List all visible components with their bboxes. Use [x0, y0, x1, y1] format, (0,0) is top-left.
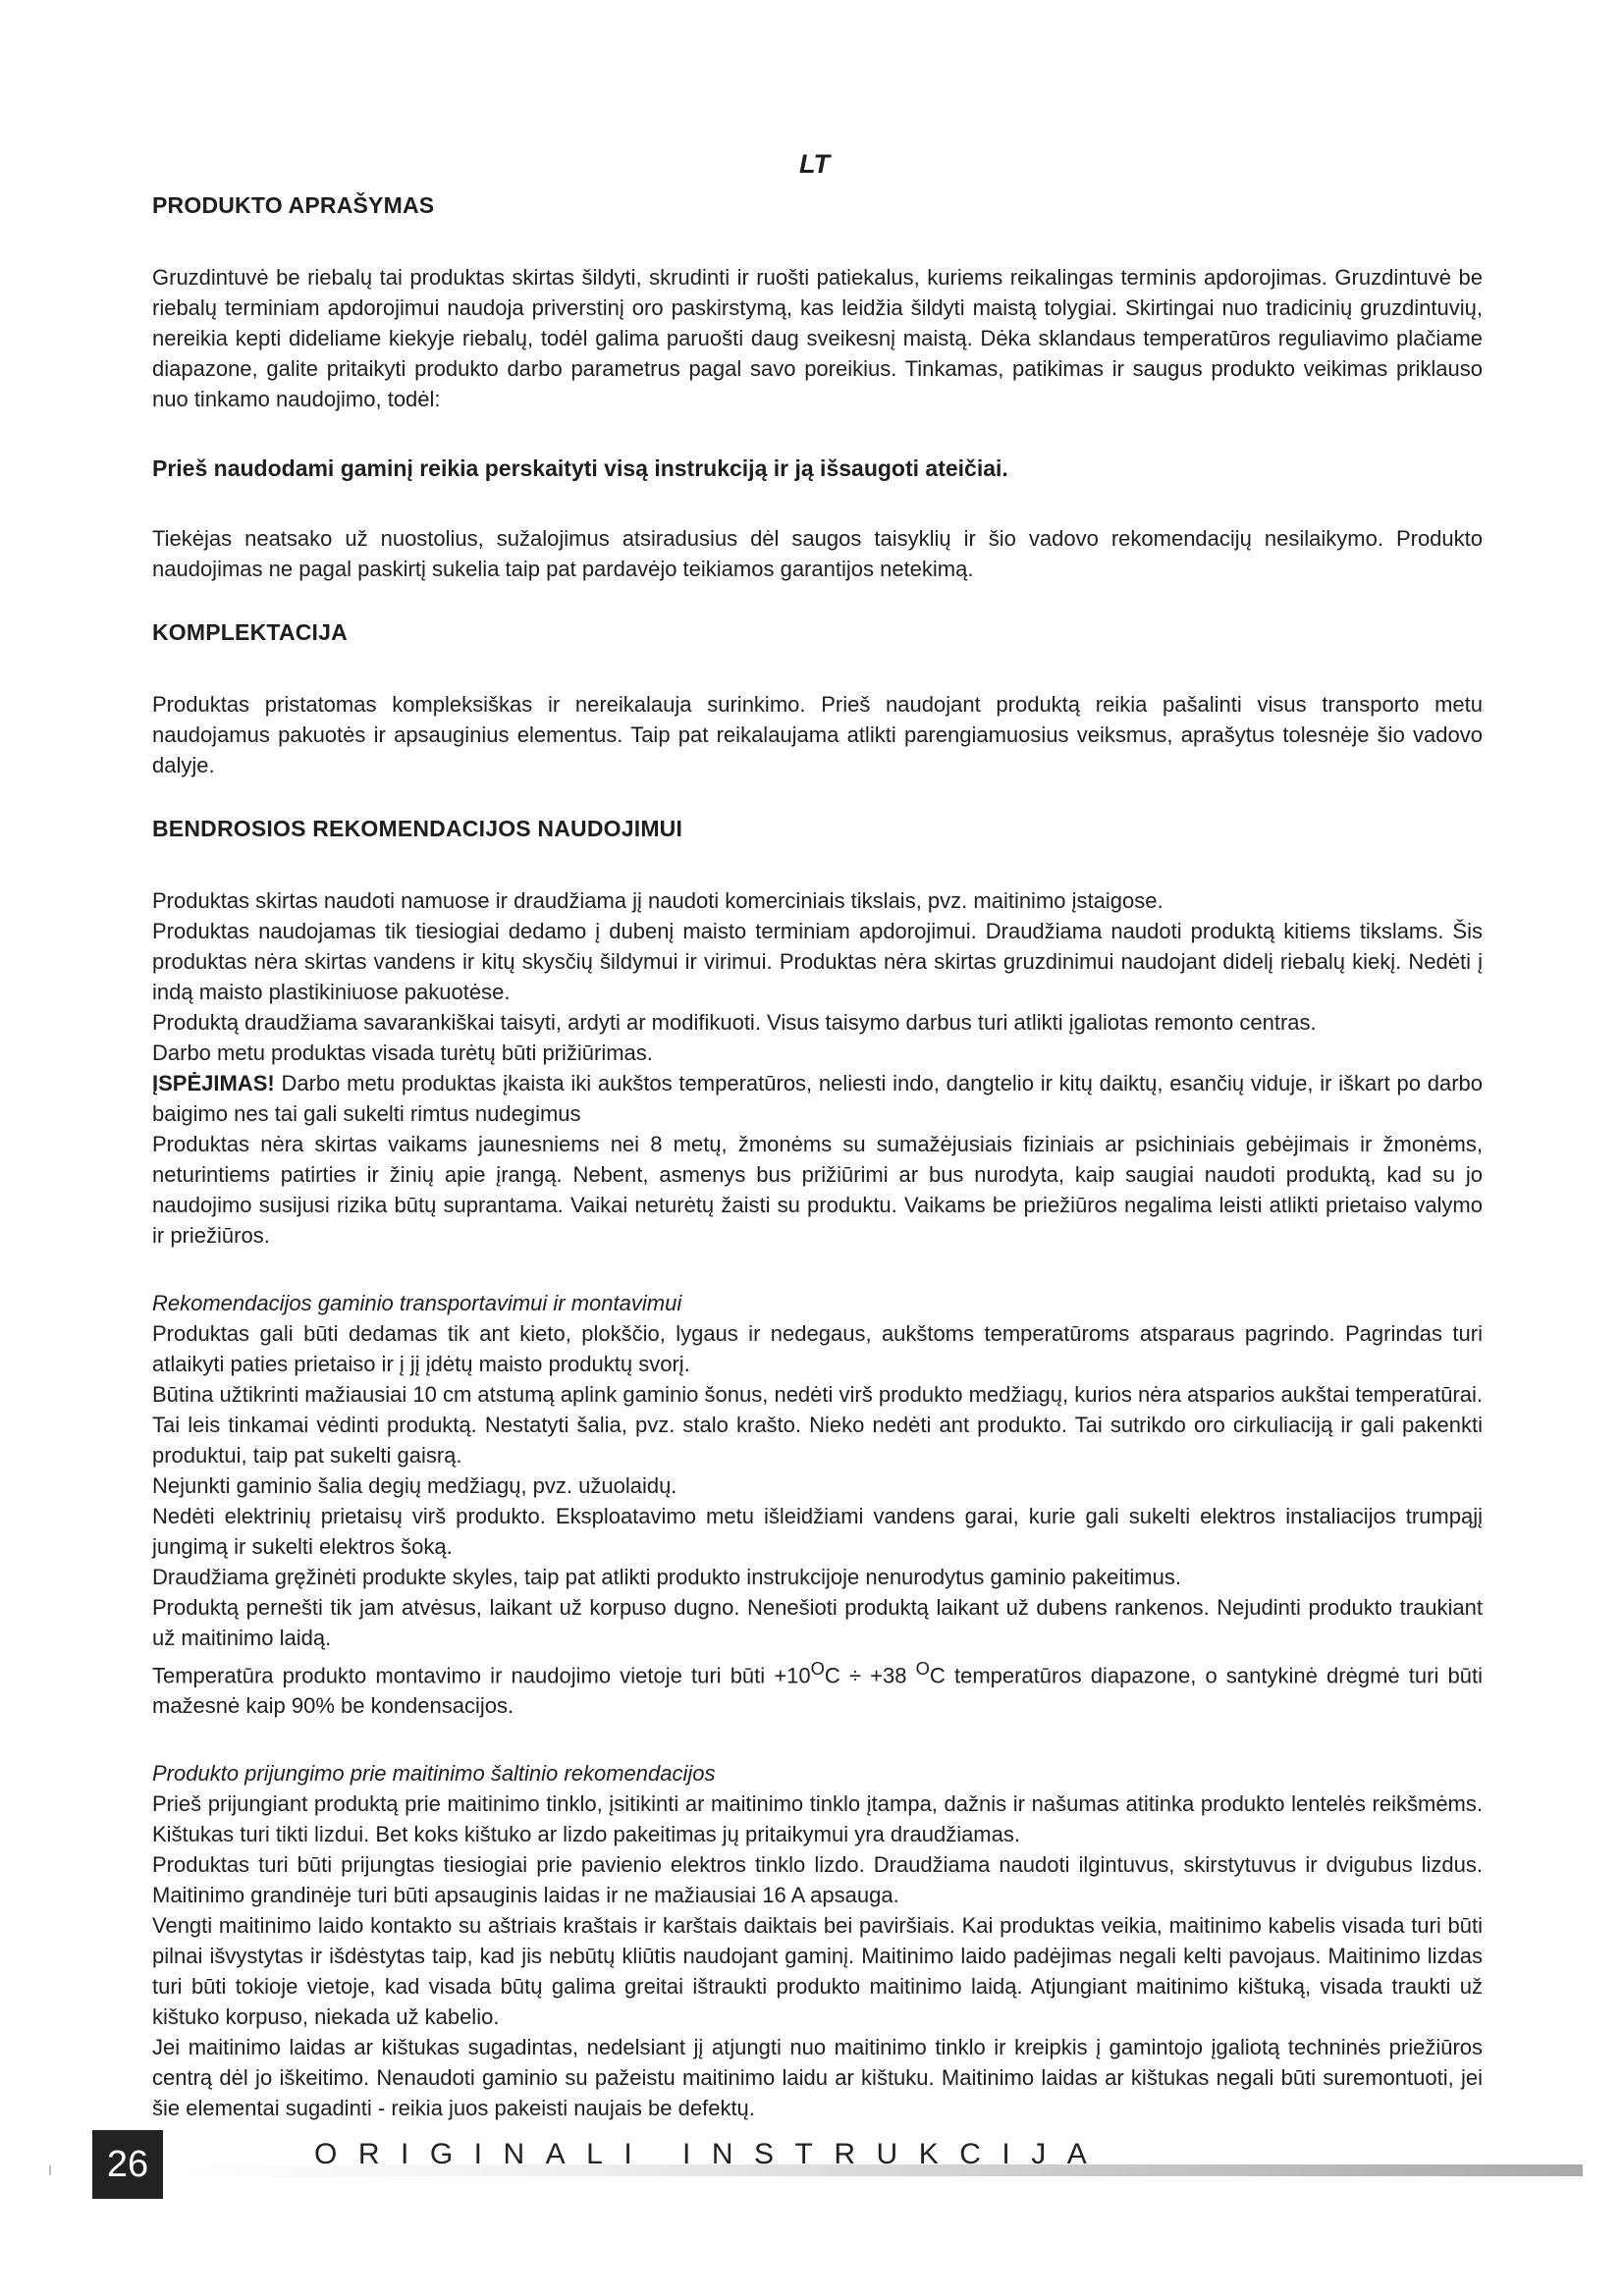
power-rule-4: Jei maitinimo laidas ar kištukas sugadintas, nedelsiant jį atjungti nuo maitinimo tinklo ir kreipkis į gamintojo įgaliotą techninės priežiūros centrą dėl jo iškeitimo. Nenaudoti gaminio su pažeistu maitinimo laidu ar kištuku. Maitinimo laidas ar kištukas negali būti suremontuoti, jei šie elementai sugadinti - reikia juos pakeisti naujais be defektų. [152, 2035, 1483, 2121]
page-content [152, 192, 1483, 2123]
general-rule-4: Darbo metu produktas visada turėtų būti prižiūrimas. [152, 1041, 653, 1065]
kit-paragraph: Produktas pristatomas kompleksiškas ir nereikalauja surinkimo. Prieš naudojant produktą reikia pašalinti visus transporto metu naudojamus pakuotės ir apsauginius elementus. Taip pat reikalaujama atlikti parengiamuosius veiksmus, aprašytus tolesnėje šio vadovo dalyje. [152, 692, 1483, 777]
transport-rule-temperature [152, 1653, 1483, 1721]
footer-tick-mark [49, 2165, 51, 2175]
read-instructions-notice: Prieš naudodami gaminį reikia perskaityti visą instrukciją ir ją išsaugoti ateičiai. [152, 455, 1008, 481]
section-title-kit: KOMPLEKTACIJA [152, 619, 348, 645]
section-title-general: BENDROSIOS REKOMENDACIJOS NAUDOJIMUI [152, 816, 683, 841]
warning-label: ĮSPĖJIMAS! [152, 1071, 275, 1095]
transport-rule-1: Produktas gali būti dedamas tik ant kieto, plokščio, lygaus ir nedegaus, aukštoms temperatūroms atsparaus pagrindo. Pagrindas turi atlaikyti paties prietaiso ir į jį įdėtų maisto produktų svorį. [152, 1321, 1483, 1376]
general-rule-1: Produktas skirtas naudoti namuose ir draudžiama jį naudoti komerciniais tikslais, pvz. maitinimo įstaigose. [152, 888, 1164, 913]
footer-label: ORIGINALI INSTRUKCIJA [314, 2138, 1109, 2170]
warning-text: Darbo metu produktas įkaista iki aukštos temperatūros, neliesti indo, dangtelio ir kitų daiktų, esančių viduje, ir iškart po darbo baigimo nes tai gali sukelti rimtus nudegimus [152, 1071, 1483, 1126]
language-code: LT [799, 149, 830, 179]
temperature-text-b: C ÷ +38 [824, 1663, 916, 1688]
temperature-text-a: Temperatūra produkto montavimo ir naudojimo vietoje turi būti +10 [152, 1663, 811, 1688]
liability-paragraph: Tiekėjas neatsako už nuostolius, sužalojimus atsiradusius dėl saugos taisyklių ir šio vadovo rekomendacijų nesilaikymo. Produkto naudojimas ne pagal paskirtį sukelia taip pat pardavėjo teikiamos garantijos netekimą. [152, 526, 1483, 581]
transport-rule-6: Produktą pernešti tik jam atvėsus, laikant už korpuso dugno. Nenešioti produktą laikant už dubens rankenos. Nejudinti produkto traukiant už maitinimo laidą. [152, 1595, 1483, 1650]
warning-paragraph [152, 1068, 1483, 1129]
general-rule-2: Produktas naudojamas tik tiesiogiai dedamo į dubenį maisto terminiam apdorojimui. Draudžiama naudoti produktą kitiems tikslams. Šis produktas nėra skirtas vandens ir kitų skysčių šildymui ir virimui. Produktas nėra skirtas gruzdinimui naudojant didelį riebalų kiekį. Nedėti į indą maisto plastikiniuose pakuotėse. [152, 919, 1483, 1004]
section-title-description: PRODUKTO APRAŠYMAS [152, 192, 435, 218]
power-rule-1: Prieš prijungiant produktą prie maitinimo tinklo, įsitikinti ar maitinimo tinklo įtampa, dažnis ir našumas atitinka produkto lentelės reikšmėms. Kištukas turi tikti lizdui. Bet koks kištuko ar lizdo pakeitimas jų pritaikymui yra draudžiamas. [152, 1791, 1483, 1847]
power-rule-3: Vengti maitinimo laido kontakto su aštriais kraštais ir karštais daiktais bei paviršiais. Kai produktas veikia, maitinimo kabelis visada turi būti pilnai išvystytas ir išdėstytas taip, kad jis nebūtų kliūtis naudojant gaminį. Maitinimo laido padėjimas negali kelti pavojaus. Maitinimo lizdas turi būti tokioje vietoje, kad visada būtų galima greitai ištraukti produkto maitinimo laidą. Atjungiant maitinimo kištuką, visada traukti už kištuko korpuso, niekada už kabelio. [152, 1913, 1483, 2030]
description-paragraph: Gruzdintuvė be riebalų tai produktas skirtas šildyti, skrudinti ir ruošti patiekalus, kuriems reikalingas terminis apdorojimas. Gruzdintuvė be riebalų terminiam apdorojimui naudoja priverstinį oro paskirstymą, kas leidžia šildyti maistą tolygiai. Skirtingai nuo tradicinių gruzdintuvių, nereikia kepti dideliame kiekyje riebalų, todėl galima paruošti daug sveikesnį maistą. Dėka sklandaus temperatūros reguliavimo plačiame diapazone, galite pritaikyti produkto darbo parametrus pagal savo poreikius. Tinkamas, patikimas ir saugus produkto veikimas priklauso nuo tinkamo naudojimo, todėl: [152, 265, 1483, 411]
general-rule-3: Produktą draudžiama savarankiškai taisyti, ardyti ar modifikuoti. Visus taisymo darbus turi atlikti įgaliotas remonto centras. [152, 1010, 1317, 1035]
transport-rule-4: Nedėti elektrinių prietaisų virš produkto. Eksploatavimo metu išleidžiami vandens garai, kurie gali sukelti elektros instaliacijos trumpąjį jungimą ir sukelti elektros šoką. [152, 1504, 1483, 1559]
transport-rule-2: Būtina užtikrinti mažiausiai 10 cm atstumą aplink gaminio šonus, nedėti virš produkto medžiagų, kurios nėra atsparios aukštai temperatūrai. Tai leis tinkamai vėdinti produktą. Nestatyti šalia, pvz. stalo krašto. Nieko nedėti ant produkto. Tai sutrikdo oro cirkuliaciją ir gali pakenkti produktui, taip pat sukelti gaisrą. [152, 1382, 1483, 1468]
power-rule-2: Produktas turi būti prijungtas tiesiogiai prie pavienio elektros tinklo lizdo. Draudžiama naudoti ilgintuvus, skirstytuvus ir dvigubus lizdus. Maitinimo grandinėje turi būti apsauginis laidas ir ne mažiausiai 16 A apsauga. [152, 1852, 1483, 1908]
subtitle-power: Produkto prijungimo prie maitinimo šaltinio rekomendacijos [152, 1761, 716, 1787]
degree-superscript-2: O [915, 1658, 930, 1679]
degree-superscript-1: O [810, 1658, 825, 1679]
temperature-text-c: C temperatūros diapazone, o santykinė drėgmė turi būti mažesnė kaip 90% be kondensacijos. [152, 1663, 1483, 1719]
subtitle-transport: Rekomendacijos gaminio transportavimui ir montavimui [152, 1291, 682, 1315]
general-rule-children: Produktas nėra skirtas vaikams jaunesniems nei 8 metų, žmonėms su sumažėjusiais fiziniais ar psichiniais gebėjimais ir žmonėms, neturintiems patirties ir žinių apie įrangą. Nebent, asmenys bus prižiūrimi ar bus nurodyta, kaip saugiai naudoti produktą, kad su jo naudojimo susijusi rizika būtų suprantama. Vaikai neturėtų žaisti su produktu. Vaikams be priežiūros negalima leisti atlikti prietaiso valymo ir priežiūros. [152, 1132, 1483, 1248]
page-number: 26 [92, 2130, 163, 2199]
transport-rule-5: Draudžiama gręžinėti produkte skyles, taip pat atlikti produkto instrukcijoje nenurodytus gaminio pakeitimus. [152, 1565, 1181, 1589]
transport-rule-3: Nejunkti gaminio šalia degių medžiagų, pvz. užuolaidų. [152, 1473, 677, 1498]
